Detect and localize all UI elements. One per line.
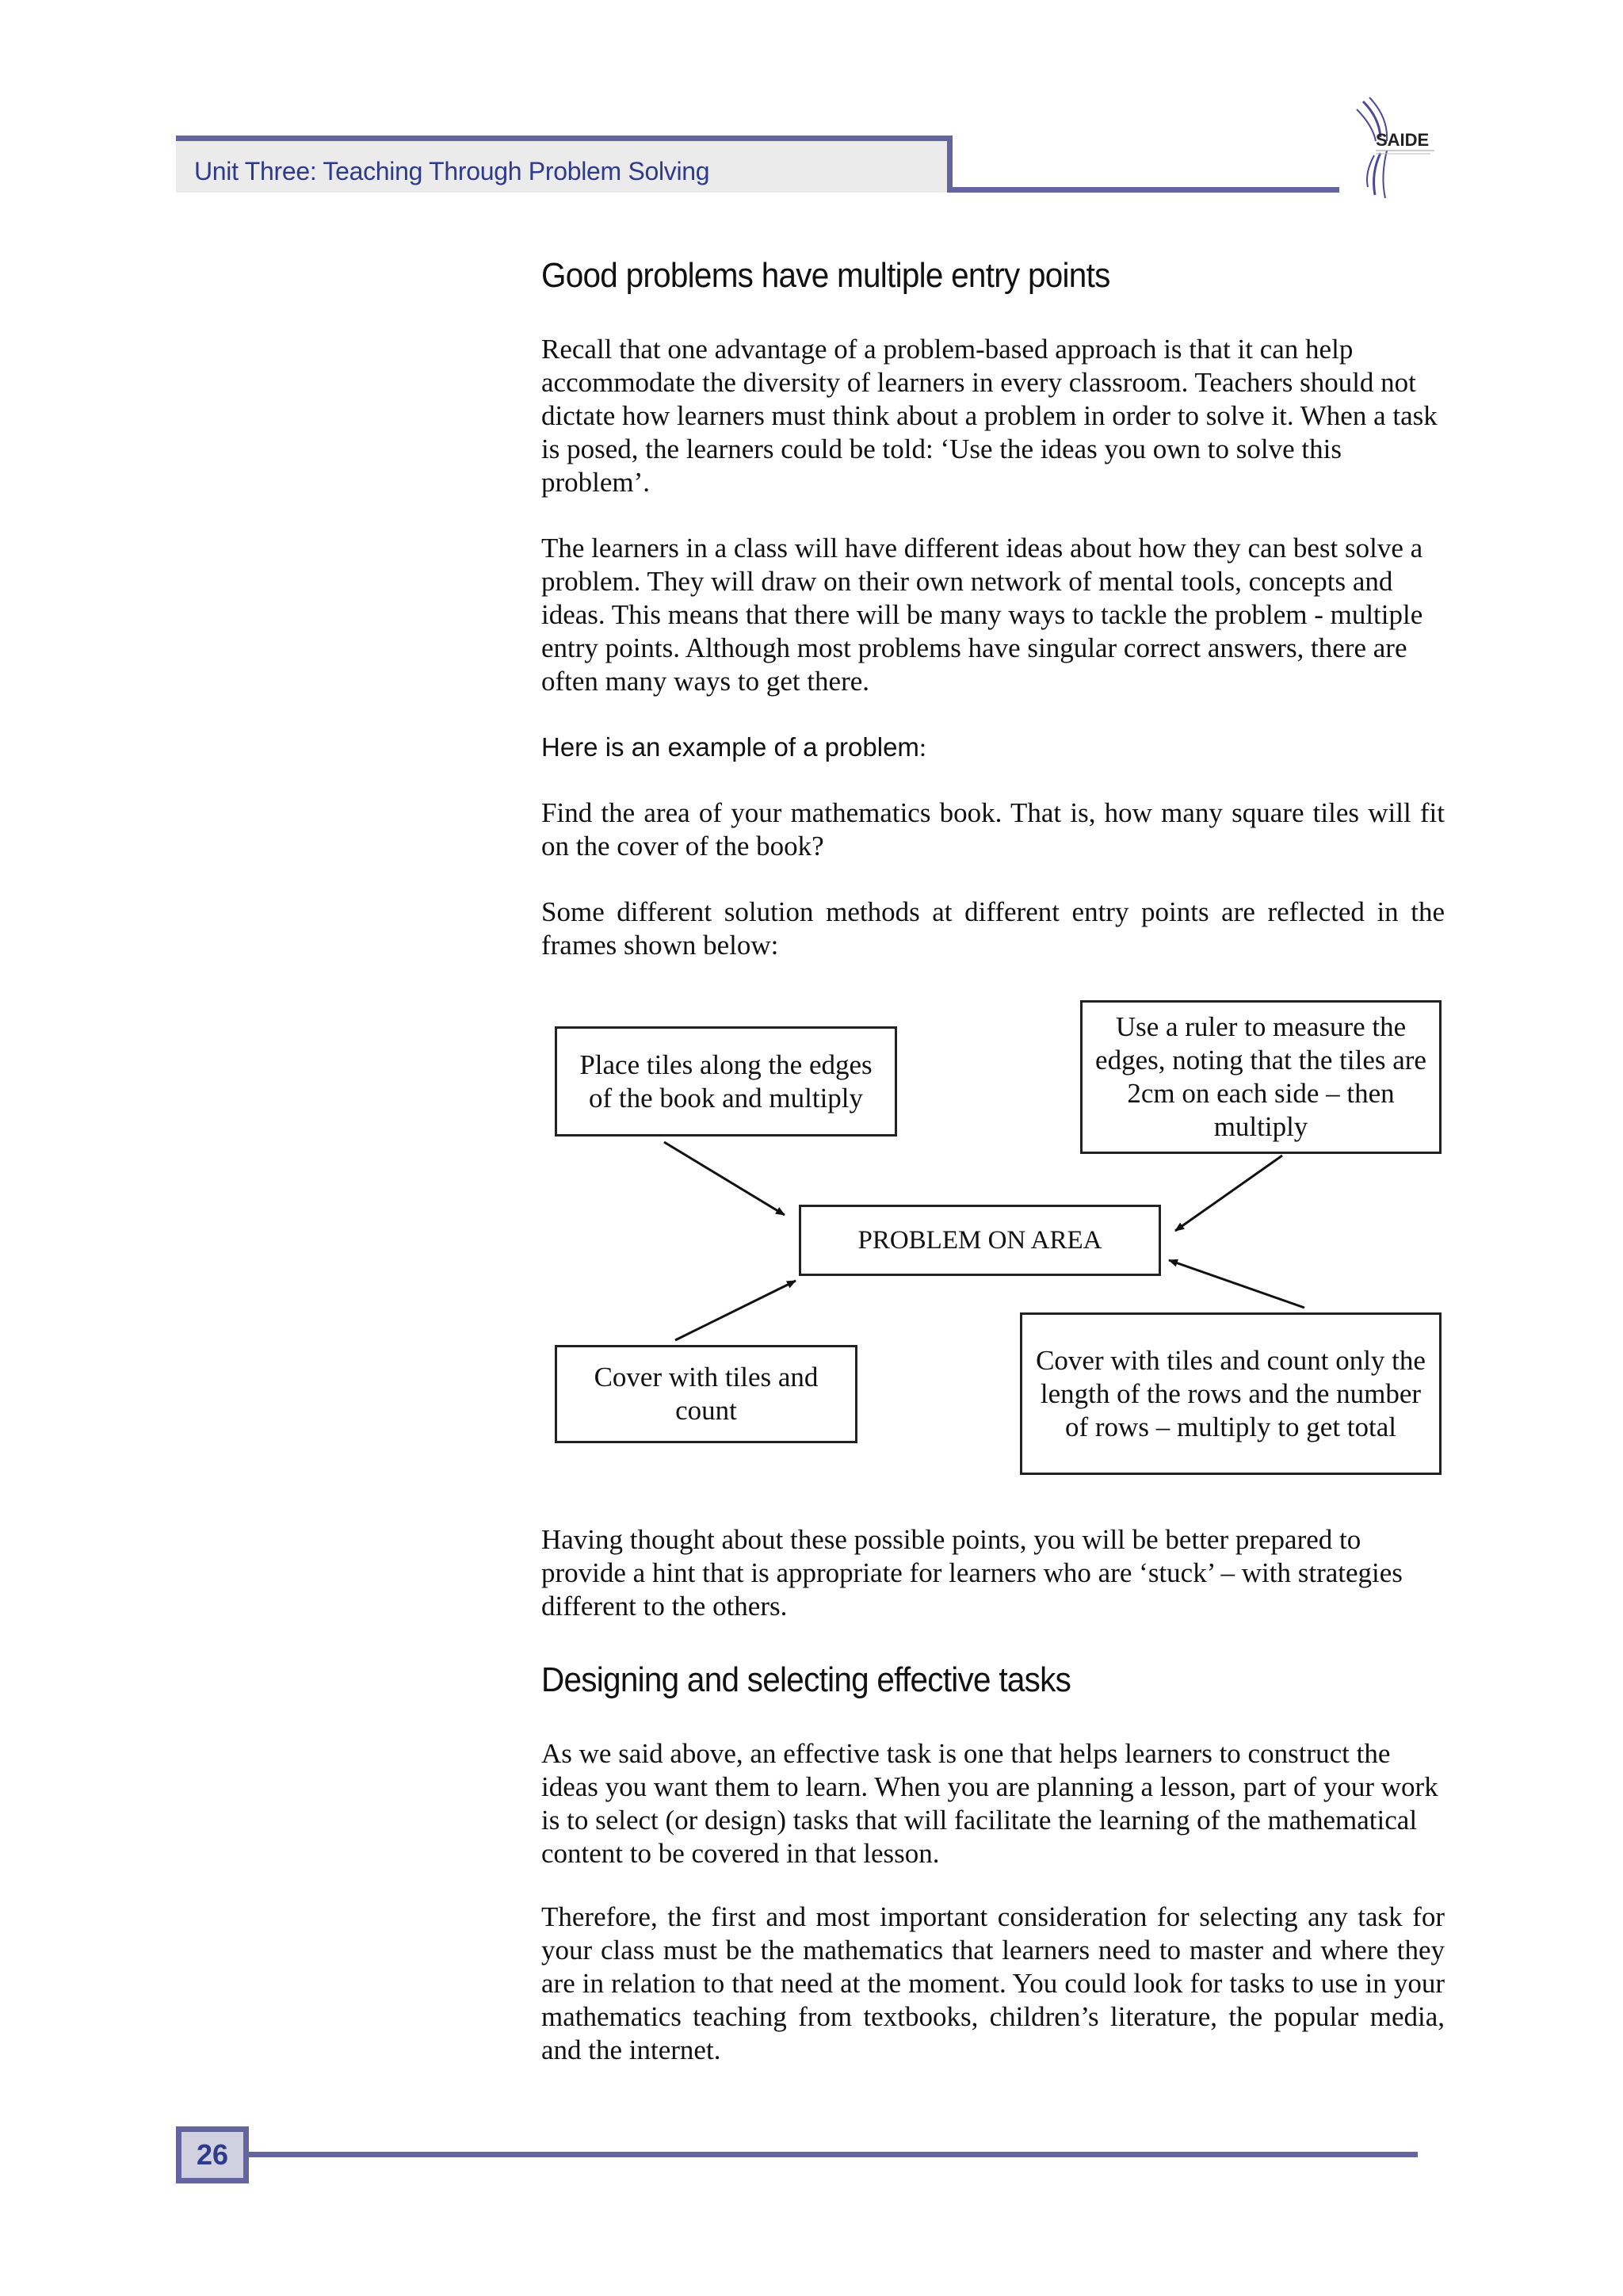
arrow-top-right: [1175, 1156, 1282, 1231]
logo-text: SAIDE: [1376, 130, 1430, 150]
section-heading-effective-tasks: Designing and selecting effective tasks: [541, 1660, 1071, 1699]
arrow-bottom-left: [675, 1281, 796, 1340]
paragraph: Some different solution methods at different entry points are reflected in the frames shown below:: [541, 896, 1445, 961]
diagram-box-top-right: Use a ruler to measure the edges, noting that the tiles are 2cm on each side – then multiply: [1080, 1000, 1442, 1154]
arrow-bottom-right: [1169, 1260, 1304, 1308]
diagram-box-top-left: Place tiles along the edges of the book and multiply: [555, 1026, 897, 1137]
diagram-box-bottom-left: Cover with tiles and count: [555, 1345, 857, 1443]
diagram-box-bottom-right: Cover with tiles and count only the length of the rows and the number of rows – multiply to get total: [1020, 1312, 1442, 1475]
header-title: Unit Three: Teaching Through Problem Solving: [194, 157, 710, 185]
arrow-top-left: [664, 1142, 785, 1215]
diagram-box-center: PROBLEM ON AREA: [799, 1205, 1161, 1276]
paragraph: Having thought about these possible points, you will be better prepared to provide a hint that is appropriate for learners who are ‘stuck’ – with strategies different to the others.: [541, 1524, 1403, 1622]
footer-rule: [249, 2152, 1418, 2157]
example-label: Here is an example of a problem:: [541, 732, 927, 762]
problem-statement: Find the area of your mathematics book. That is, how many square tiles will fit on the cover of the book?: [541, 797, 1445, 861]
paragraph: The learners in a class will have different ideas about how they can best solve a problem. They will draw on their own network of mental tools, concepts and ideas. This means that there will be many ways to tackle the problem - multiple entry points. Although most problems have singular correct answers, there are often many ways to get there.: [541, 533, 1423, 697]
page-number: 26: [176, 2126, 249, 2183]
paragraph: Therefore, the first and most important consideration for selecting any task for your class must be the mathematics that learners need to master and where they are in relation to that need at the moment. You could look for tasks to use in your mathematics teaching from textbooks, children’s literature, the popular media, and the internet.: [541, 1901, 1445, 2065]
paragraph: As we said above, an effective task is one that helps learners to construct the ideas you want them to learn. When you are planning a lesson, part of your work is to select (or design) tasks that will facilitate the learning of the mathematical content to be covered in that lesson.: [541, 1738, 1438, 1869]
paragraph: Recall that one advantage of a problem-based approach is that it can help accommodate the diversity of learners in every classroom. Teachers should not dictate how learners must think about a problem in order to solve it. When a task is posed, the learners could be told: ‘Use the ideas you own to solve this problem’.: [541, 334, 1438, 498]
section-heading-entry-points: Good problems have multiple entry points: [541, 256, 1110, 295]
